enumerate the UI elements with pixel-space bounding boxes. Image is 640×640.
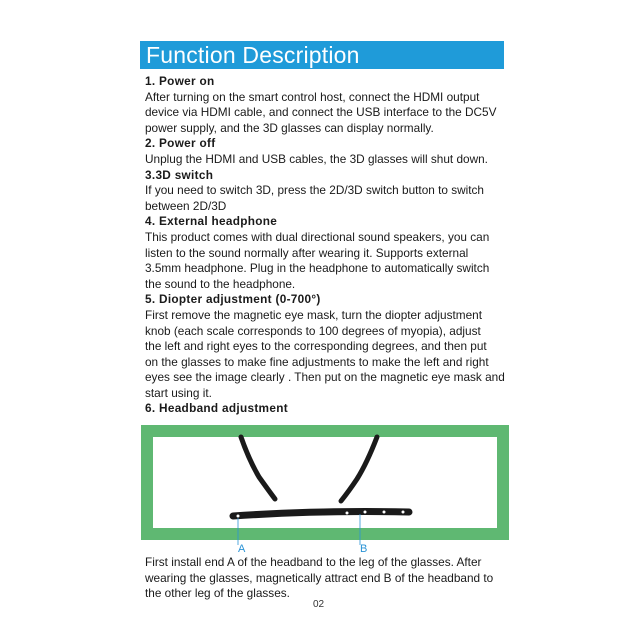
section-power-off xyxy=(145,136,525,167)
headband-end-b-dot xyxy=(383,511,386,514)
glasses-leg-left xyxy=(241,437,275,499)
section-text-line: power supply, and the 3D glasses can display normally. xyxy=(145,120,434,135)
section-text-line: After turning on the smart control host, connect the HDMI output xyxy=(145,89,480,104)
section-external-headphone xyxy=(145,214,525,292)
section-text-line: This product comes with dual directional sound speakers, you can xyxy=(145,229,490,244)
section-text-line: 3.5mm headphone. Plug in the headphone to automatically switch xyxy=(145,261,490,276)
page-number: 02 xyxy=(313,599,325,610)
section-text-line: If you need to switch 3D, press the 2D/3D switch button to switch xyxy=(145,183,484,198)
section-text-line: the left and right eyes to the corresponding degrees, and then put xyxy=(145,339,487,354)
section-heading: 4. External headphone xyxy=(145,214,278,229)
section-text-line: eyes see the image clearly . Then put on the magnetic eye mask and xyxy=(145,370,505,385)
section-text-line: First remove the magnetic eye mask, turn the diopter adjustment xyxy=(145,307,483,322)
section-headband-adjustment xyxy=(145,401,525,417)
section-diopter-adjustment xyxy=(145,292,525,401)
headband-figure-frame xyxy=(141,425,509,540)
section-text-line: device via HDMI cable, and connect the USB interface to the DC5V xyxy=(145,105,497,120)
instruction-line: the other leg of the glasses. xyxy=(145,586,290,601)
section-text-line: knob (each scale corresponds to 100 degrees of myopia), adjust xyxy=(145,323,481,338)
headband-end-b-dot xyxy=(364,511,367,514)
section-3d-switch xyxy=(145,168,525,215)
section-heading: 5. Diopter adjustment (0-700°) xyxy=(145,292,321,307)
page-title: Function Description xyxy=(146,42,360,68)
headband-end-a-dot xyxy=(237,515,240,518)
instruction-line: wearing the glasses, magnetically attract end B of the headband to xyxy=(145,570,494,585)
headband-end-b-dot xyxy=(346,512,349,515)
headband-illustration xyxy=(141,425,509,540)
section-heading: 2. Power off xyxy=(145,136,216,151)
label-end-a: A xyxy=(238,543,246,555)
section-text-line: between 2D/3D xyxy=(145,198,227,213)
glasses-leg-right xyxy=(341,437,377,501)
section-text-line: listen to the sound normally after wearing it. Supports external xyxy=(145,245,469,260)
section-heading: 3.3D switch xyxy=(145,167,214,182)
label-end-b: B xyxy=(360,543,368,555)
section-text-line: on the glasses to make fine adjustments to make the left and right xyxy=(145,354,489,369)
headband-end-b-dot xyxy=(402,511,405,514)
function-sections xyxy=(145,74,525,417)
headband-instructions xyxy=(145,555,525,602)
section-power-on xyxy=(145,74,525,136)
section-text-line: Unplug the HDMI and USB cables, the 3D glasses will shut down. xyxy=(145,151,488,166)
title-banner xyxy=(140,41,504,69)
instruction-line: First install end A of the headband to the leg of the glasses. After xyxy=(145,555,482,569)
section-text-line: the sound to the headphone. xyxy=(145,276,296,291)
section-text-line: start using it. xyxy=(145,385,212,400)
section-heading: 6. Headband adjustment xyxy=(145,401,288,416)
section-heading: 1. Power on xyxy=(145,74,215,88)
